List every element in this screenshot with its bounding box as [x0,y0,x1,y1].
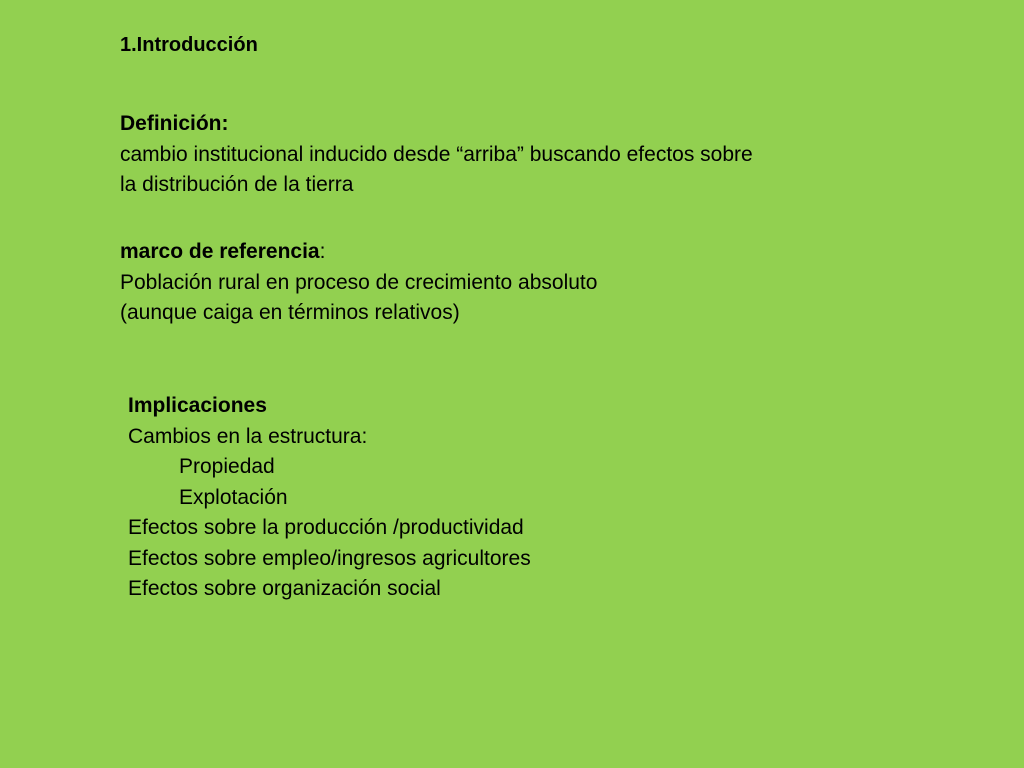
definition-section [120,109,753,201]
structure-changes-line: Cambios en la estructura: [128,424,368,448]
reference-frame-section [120,237,597,329]
reference-frame-line: (aunque caiga en términos relativos) [120,301,460,324]
reference-frame-heading-line [120,237,597,268]
reference-frame-colon: : [319,240,326,263]
definition-line: la distribución de la tierra [120,173,354,196]
slide-title: 1.Introducción [120,34,258,56]
sub-item-explotacion: Explotación [179,485,288,509]
sub-item-propiedad: Propiedad [179,455,275,478]
definition-heading: Definición: [120,112,229,135]
implications-section [128,391,531,605]
implications-heading: Implicaciones [128,394,267,417]
reference-frame-line: Población rural en proceso de crecimiento absoluto [120,270,598,294]
reference-frame-heading: marco de referencia [120,240,320,263]
effect-item: Efectos sobre empleo/ingresos agricultores [128,546,531,570]
definition-line: cambio institucional inducido desde “arriba” buscando efectos sobre [120,142,753,166]
effect-item: Efectos sobre organización social [128,577,441,600]
effect-item: Efectos sobre la producción /productividad [128,516,524,539]
